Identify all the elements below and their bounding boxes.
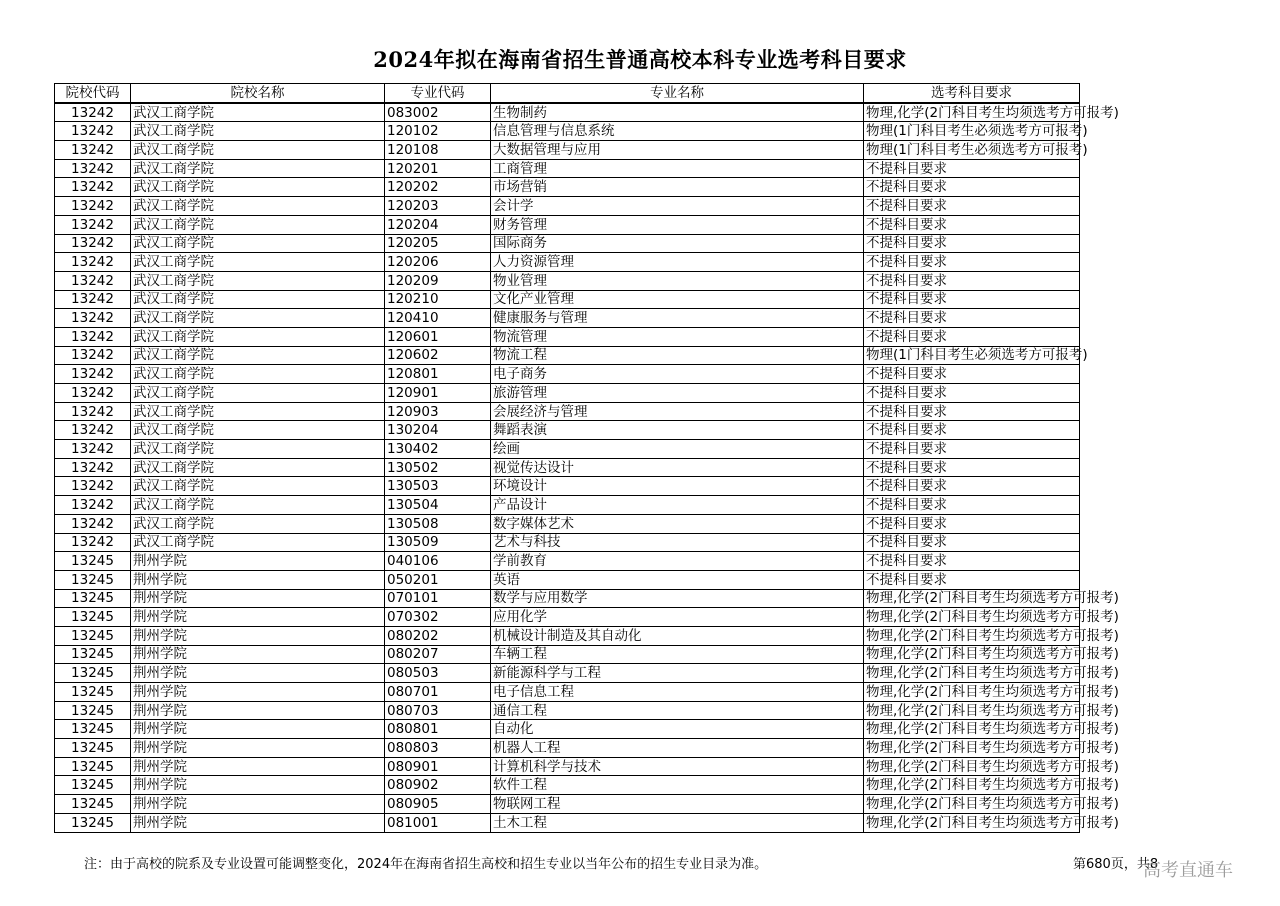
cell-school-name: 荆州学院 bbox=[131, 552, 385, 571]
cell-major-code: 120602 bbox=[385, 346, 491, 365]
cell-major-name: 生物制药 bbox=[491, 103, 864, 122]
cell-major-code: 130503 bbox=[385, 477, 491, 496]
cell-school-code: 13242 bbox=[55, 178, 131, 197]
cell-subject-requirement: 不提科目要求 bbox=[864, 159, 1080, 178]
cell-school-code: 13245 bbox=[55, 645, 131, 664]
cell-subject-requirement: 不提科目要求 bbox=[864, 365, 1080, 384]
cell-school-name: 武汉工商学院 bbox=[131, 458, 385, 477]
cell-major-name: 会展经济与管理 bbox=[491, 402, 864, 421]
cell-school-code: 13242 bbox=[55, 141, 131, 160]
cell-school-code: 13242 bbox=[55, 496, 131, 515]
cell-school-name: 荆州学院 bbox=[131, 570, 385, 589]
cell-major-name: 物业管理 bbox=[491, 271, 864, 290]
cell-major-code: 080703 bbox=[385, 701, 491, 720]
table-row bbox=[55, 739, 1080, 758]
table-body bbox=[55, 103, 1119, 832]
cell-school-code: 13245 bbox=[55, 813, 131, 832]
page-number: 第680页，共8 bbox=[1073, 857, 1159, 872]
cell-major-code: 080901 bbox=[385, 757, 491, 776]
cell-subject-requirement: 物理,化学(2门科目考生均须选考方可报考) bbox=[864, 701, 1080, 720]
table-row bbox=[55, 421, 1080, 440]
cell-school-name: 武汉工商学院 bbox=[131, 234, 385, 253]
cell-school-code: 13242 bbox=[55, 402, 131, 421]
footnote: 注：由于高校的院系及专业设置可能调整变化，2024年在海南省招生高校和招生专业以当年公布的招生专业目录为准。 bbox=[84, 857, 768, 872]
cell-school-name: 武汉工商学院 bbox=[131, 141, 385, 160]
cell-major-code: 080207 bbox=[385, 645, 491, 664]
table-row bbox=[55, 197, 1080, 216]
cell-school-code: 13242 bbox=[55, 122, 131, 141]
cell-school-code: 13242 bbox=[55, 215, 131, 234]
cell-school-code: 13245 bbox=[55, 701, 131, 720]
cell-subject-requirement: 不提科目要求 bbox=[864, 234, 1080, 253]
cell-school-code: 13245 bbox=[55, 589, 131, 608]
table-row bbox=[55, 626, 1080, 645]
cell-major-code: 120901 bbox=[385, 384, 491, 403]
table-row bbox=[55, 122, 1080, 141]
cell-major-name: 物流工程 bbox=[491, 346, 864, 365]
cell-major-code: 080503 bbox=[385, 664, 491, 683]
cell-subject-requirement: 不提科目要求 bbox=[864, 197, 1080, 216]
cell-major-code: 120210 bbox=[385, 290, 491, 309]
table-row bbox=[55, 327, 1080, 346]
page-title: 2024年拟在海南省招生普通高校本科专业选考科目要求 bbox=[373, 47, 907, 72]
cell-school-code: 13242 bbox=[55, 159, 131, 178]
cell-major-code: 120601 bbox=[385, 327, 491, 346]
cell-major-code: 130508 bbox=[385, 514, 491, 533]
table-row bbox=[55, 813, 1080, 832]
cell-major-code: 120903 bbox=[385, 402, 491, 421]
cell-subject-requirement: 物理,化学(2门科目考生均须选考方可报考) bbox=[864, 608, 1080, 627]
cell-major-name: 环境设计 bbox=[491, 477, 864, 496]
cell-school-name: 武汉工商学院 bbox=[131, 477, 385, 496]
cell-school-code: 13242 bbox=[55, 253, 131, 272]
cell-school-name: 荆州学院 bbox=[131, 757, 385, 776]
cell-school-code: 13242 bbox=[55, 327, 131, 346]
cell-school-name: 武汉工商学院 bbox=[131, 365, 385, 384]
cell-major-code: 130502 bbox=[385, 458, 491, 477]
table-row bbox=[55, 608, 1080, 627]
cell-school-name: 荆州学院 bbox=[131, 664, 385, 683]
cell-major-code: 120410 bbox=[385, 309, 491, 328]
table-row bbox=[55, 141, 1080, 160]
cell-major-code: 120204 bbox=[385, 215, 491, 234]
table-row bbox=[55, 570, 1080, 589]
table-row bbox=[55, 477, 1080, 496]
cell-subject-requirement: 不提科目要求 bbox=[864, 178, 1080, 197]
cell-major-name: 机械设计制造及其自动化 bbox=[491, 626, 864, 645]
cell-subject-requirement: 不提科目要求 bbox=[864, 421, 1080, 440]
cell-major-name: 新能源科学与工程 bbox=[491, 664, 864, 683]
cell-major-name: 软件工程 bbox=[491, 776, 864, 795]
cell-school-name: 武汉工商学院 bbox=[131, 122, 385, 141]
cell-school-code: 13245 bbox=[55, 552, 131, 571]
cell-school-name: 武汉工商学院 bbox=[131, 159, 385, 178]
cell-major-code: 080202 bbox=[385, 626, 491, 645]
cell-school-code: 13242 bbox=[55, 458, 131, 477]
table-row bbox=[55, 757, 1080, 776]
cell-major-name: 财务管理 bbox=[491, 215, 864, 234]
cell-school-name: 荆州学院 bbox=[131, 608, 385, 627]
cell-subject-requirement: 不提科目要求 bbox=[864, 533, 1080, 552]
cell-subject-requirement: 不提科目要求 bbox=[864, 215, 1080, 234]
cell-major-name: 艺术与科技 bbox=[491, 533, 864, 552]
cell-school-name: 荆州学院 bbox=[131, 589, 385, 608]
cell-major-name: 物流管理 bbox=[491, 327, 864, 346]
cell-major-name: 健康服务与管理 bbox=[491, 309, 864, 328]
table-row bbox=[55, 514, 1080, 533]
cell-major-code: 080902 bbox=[385, 776, 491, 795]
cell-major-code: 130204 bbox=[385, 421, 491, 440]
cell-major-name: 大数据管理与应用 bbox=[491, 141, 864, 160]
table-row bbox=[55, 384, 1080, 403]
table-row bbox=[55, 159, 1080, 178]
cell-major-code: 120205 bbox=[385, 234, 491, 253]
cell-subject-requirement: 不提科目要求 bbox=[864, 458, 1080, 477]
cell-major-name: 学前教育 bbox=[491, 552, 864, 571]
cell-major-code: 070302 bbox=[385, 608, 491, 627]
cell-subject-requirement: 不提科目要求 bbox=[864, 327, 1080, 346]
cell-subject-requirement: 物理,化学(2门科目考生均须选考方可报考) bbox=[864, 720, 1080, 739]
cell-school-name: 武汉工商学院 bbox=[131, 271, 385, 290]
table-row bbox=[55, 440, 1080, 459]
cell-major-code: 120206 bbox=[385, 253, 491, 272]
cell-subject-requirement: 物理,化学(2门科目考生均须选考方可报考) bbox=[864, 813, 1080, 832]
table-row bbox=[55, 365, 1080, 384]
table-row bbox=[55, 290, 1080, 309]
cell-school-name: 武汉工商学院 bbox=[131, 309, 385, 328]
cell-major-code: 070101 bbox=[385, 589, 491, 608]
cell-major-name: 计算机科学与技术 bbox=[491, 757, 864, 776]
cell-major-name: 自动化 bbox=[491, 720, 864, 739]
cell-school-code: 13245 bbox=[55, 720, 131, 739]
cell-major-name: 文化产业管理 bbox=[491, 290, 864, 309]
cell-school-name: 武汉工商学院 bbox=[131, 103, 385, 122]
header-school-code: 院校代码 bbox=[55, 84, 131, 103]
table-row bbox=[55, 271, 1080, 290]
cell-subject-requirement: 不提科目要求 bbox=[864, 477, 1080, 496]
cell-subject-requirement: 不提科目要求 bbox=[864, 496, 1080, 515]
cell-school-code: 13245 bbox=[55, 608, 131, 627]
cell-school-code: 13242 bbox=[55, 514, 131, 533]
cell-school-code: 13242 bbox=[55, 271, 131, 290]
cell-major-name: 英语 bbox=[491, 570, 864, 589]
cell-major-name: 市场营销 bbox=[491, 178, 864, 197]
table-row bbox=[55, 458, 1080, 477]
cell-major-name: 车辆工程 bbox=[491, 645, 864, 664]
table-row bbox=[55, 720, 1080, 739]
cell-school-code: 13245 bbox=[55, 739, 131, 758]
cell-school-name: 荆州学院 bbox=[131, 645, 385, 664]
cell-school-code: 13242 bbox=[55, 421, 131, 440]
header-major-name: 专业名称 bbox=[491, 84, 864, 103]
table-row bbox=[55, 253, 1080, 272]
cell-major-code: 080803 bbox=[385, 739, 491, 758]
cell-major-code: 120202 bbox=[385, 178, 491, 197]
table-row bbox=[55, 215, 1080, 234]
cell-school-name: 荆州学院 bbox=[131, 683, 385, 702]
cell-school-name: 荆州学院 bbox=[131, 795, 385, 814]
cell-school-code: 13242 bbox=[55, 346, 131, 365]
cell-school-code: 13242 bbox=[55, 384, 131, 403]
cell-major-name: 绘画 bbox=[491, 440, 864, 459]
cell-school-name: 武汉工商学院 bbox=[131, 215, 385, 234]
table-row bbox=[55, 664, 1080, 683]
table-row bbox=[55, 683, 1080, 702]
cell-school-name: 武汉工商学院 bbox=[131, 384, 385, 403]
cell-major-name: 人力资源管理 bbox=[491, 253, 864, 272]
cell-major-name: 电子商务 bbox=[491, 365, 864, 384]
cell-major-code: 080801 bbox=[385, 720, 491, 739]
cell-school-code: 13245 bbox=[55, 626, 131, 645]
cell-subject-requirement: 不提科目要求 bbox=[864, 290, 1080, 309]
cell-major-name: 通信工程 bbox=[491, 701, 864, 720]
cell-school-code: 13242 bbox=[55, 440, 131, 459]
cell-school-name: 武汉工商学院 bbox=[131, 178, 385, 197]
cell-subject-requirement: 物理,化学(2门科目考生均须选考方可报考) bbox=[864, 739, 1080, 758]
cell-school-name: 武汉工商学院 bbox=[131, 346, 385, 365]
cell-subject-requirement: 物理,化学(2门科目考生均须选考方可报考) bbox=[864, 103, 1080, 122]
cell-school-code: 13242 bbox=[55, 365, 131, 384]
cell-school-code: 13242 bbox=[55, 290, 131, 309]
header-subject-requirement: 选考科目要求 bbox=[864, 84, 1080, 103]
cell-school-name: 武汉工商学院 bbox=[131, 327, 385, 346]
cell-school-name: 荆州学院 bbox=[131, 701, 385, 720]
cell-major-code: 040106 bbox=[385, 552, 491, 571]
table-row bbox=[55, 402, 1080, 421]
cell-major-code: 120203 bbox=[385, 197, 491, 216]
cell-school-code: 13242 bbox=[55, 533, 131, 552]
cell-subject-requirement: 物理,化学(2门科目考生均须选考方可报考) bbox=[864, 795, 1080, 814]
cell-major-name: 数字媒体艺术 bbox=[491, 514, 864, 533]
table-row bbox=[55, 346, 1080, 365]
cell-major-code: 120201 bbox=[385, 159, 491, 178]
header-school-name: 院校名称 bbox=[131, 84, 385, 103]
watermark: 高考直通车 bbox=[1143, 860, 1233, 881]
cell-major-name: 机器人工程 bbox=[491, 739, 864, 758]
cell-school-name: 荆州学院 bbox=[131, 626, 385, 645]
cell-major-name: 会计学 bbox=[491, 197, 864, 216]
cell-subject-requirement: 物理(1门科目考生必须选考方可报考) bbox=[864, 122, 1080, 141]
cell-subject-requirement: 不提科目要求 bbox=[864, 552, 1080, 571]
cell-major-code: 120209 bbox=[385, 271, 491, 290]
cell-major-name: 应用化学 bbox=[491, 608, 864, 627]
table-row bbox=[55, 552, 1080, 571]
cell-school-code: 13245 bbox=[55, 570, 131, 589]
cell-subject-requirement: 不提科目要求 bbox=[864, 514, 1080, 533]
cell-subject-requirement: 物理,化学(2门科目考生均须选考方可报考) bbox=[864, 776, 1080, 795]
cell-subject-requirement: 不提科目要求 bbox=[864, 570, 1080, 589]
table-row bbox=[55, 309, 1080, 328]
cell-major-code: 130509 bbox=[385, 533, 491, 552]
cell-major-code: 083002 bbox=[385, 103, 491, 122]
cell-school-name: 荆州学院 bbox=[131, 739, 385, 758]
cell-school-name: 武汉工商学院 bbox=[131, 197, 385, 216]
cell-school-name: 武汉工商学院 bbox=[131, 402, 385, 421]
cell-major-code: 120801 bbox=[385, 365, 491, 384]
cell-major-name: 数学与应用数学 bbox=[491, 589, 864, 608]
cell-subject-requirement: 物理,化学(2门科目考生均须选考方可报考) bbox=[864, 645, 1080, 664]
cell-subject-requirement: 物理,化学(2门科目考生均须选考方可报考) bbox=[864, 626, 1080, 645]
cell-major-name: 产品设计 bbox=[491, 496, 864, 515]
cell-school-code: 13245 bbox=[55, 776, 131, 795]
cell-school-code: 13242 bbox=[55, 309, 131, 328]
cell-school-name: 荆州学院 bbox=[131, 813, 385, 832]
cell-major-name: 信息管理与信息系统 bbox=[491, 122, 864, 141]
cell-subject-requirement: 不提科目要求 bbox=[864, 440, 1080, 459]
table-header-row bbox=[55, 84, 1080, 103]
cell-school-name: 武汉工商学院 bbox=[131, 496, 385, 515]
cell-major-code: 080905 bbox=[385, 795, 491, 814]
cell-subject-requirement: 物理,化学(2门科目考生均须选考方可报考) bbox=[864, 757, 1080, 776]
table-row bbox=[55, 103, 1080, 122]
cell-major-name: 土木工程 bbox=[491, 813, 864, 832]
table-row bbox=[55, 589, 1080, 608]
table-row bbox=[55, 533, 1080, 552]
cell-major-code: 120108 bbox=[385, 141, 491, 160]
cell-school-code: 13245 bbox=[55, 757, 131, 776]
cell-school-code: 13245 bbox=[55, 664, 131, 683]
cell-subject-requirement: 物理,化学(2门科目考生均须选考方可报考) bbox=[864, 589, 1080, 608]
table-row bbox=[55, 178, 1080, 197]
cell-subject-requirement: 物理,化学(2门科目考生均须选考方可报考) bbox=[864, 664, 1080, 683]
cell-major-code: 130504 bbox=[385, 496, 491, 515]
cell-subject-requirement: 不提科目要求 bbox=[864, 384, 1080, 403]
cell-subject-requirement: 不提科目要求 bbox=[864, 309, 1080, 328]
cell-school-name: 武汉工商学院 bbox=[131, 514, 385, 533]
cell-school-code: 13242 bbox=[55, 234, 131, 253]
cell-school-code: 13245 bbox=[55, 683, 131, 702]
table-row bbox=[55, 645, 1080, 664]
cell-school-code: 13242 bbox=[55, 197, 131, 216]
cell-subject-requirement: 不提科目要求 bbox=[864, 271, 1080, 290]
header-major-code: 专业代码 bbox=[385, 84, 491, 103]
table-row bbox=[55, 776, 1080, 795]
cell-major-name: 电子信息工程 bbox=[491, 683, 864, 702]
cell-school-name: 武汉工商学院 bbox=[131, 440, 385, 459]
cell-major-name: 物联网工程 bbox=[491, 795, 864, 814]
table-row bbox=[55, 701, 1080, 720]
cell-major-code: 080701 bbox=[385, 683, 491, 702]
cell-school-name: 荆州学院 bbox=[131, 720, 385, 739]
cell-school-name: 武汉工商学院 bbox=[131, 421, 385, 440]
table-row bbox=[55, 496, 1080, 515]
cell-major-name: 旅游管理 bbox=[491, 384, 864, 403]
cell-major-code: 130402 bbox=[385, 440, 491, 459]
cell-school-name: 荆州学院 bbox=[131, 776, 385, 795]
cell-major-name: 工商管理 bbox=[491, 159, 864, 178]
cell-subject-requirement: 不提科目要求 bbox=[864, 253, 1080, 272]
cell-subject-requirement: 不提科目要求 bbox=[864, 402, 1080, 421]
cell-major-name: 视觉传达设计 bbox=[491, 458, 864, 477]
cell-school-code: 13242 bbox=[55, 103, 131, 122]
requirements-table bbox=[54, 83, 1119, 833]
table-row bbox=[55, 234, 1080, 253]
cell-school-code: 13242 bbox=[55, 477, 131, 496]
cell-school-name: 武汉工商学院 bbox=[131, 253, 385, 272]
cell-school-name: 武汉工商学院 bbox=[131, 290, 385, 309]
cell-subject-requirement: 物理,化学(2门科目考生均须选考方可报考) bbox=[864, 683, 1080, 702]
cell-subject-requirement: 物理(1门科目考生必须选考方可报考) bbox=[864, 141, 1080, 160]
cell-major-name: 国际商务 bbox=[491, 234, 864, 253]
cell-school-name: 武汉工商学院 bbox=[131, 533, 385, 552]
cell-major-code: 081001 bbox=[385, 813, 491, 832]
cell-subject-requirement: 物理(1门科目考生必须选考方可报考) bbox=[864, 346, 1080, 365]
cell-school-code: 13245 bbox=[55, 795, 131, 814]
cell-major-name: 舞蹈表演 bbox=[491, 421, 864, 440]
table-row bbox=[55, 795, 1080, 814]
cell-major-code: 050201 bbox=[385, 570, 491, 589]
cell-major-code: 120102 bbox=[385, 122, 491, 141]
